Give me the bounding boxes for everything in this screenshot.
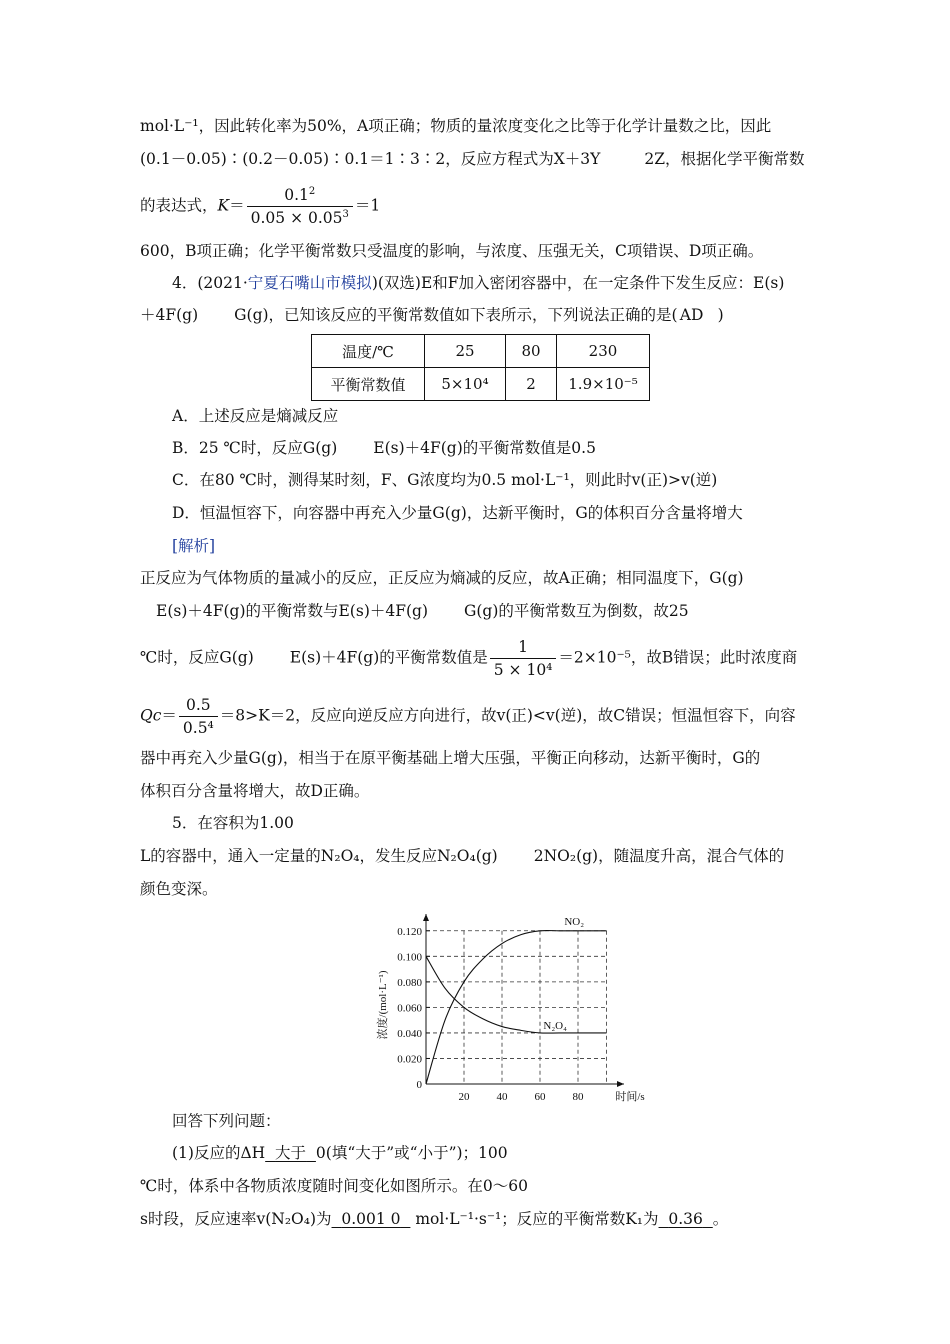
table-row: 温度/℃ 25 80 230	[312, 335, 650, 368]
analysis-fraction-1: $\frac{1}{\text{5 × 10⁴}}$	[490, 638, 557, 679]
q4-stem-line2: ＋4F(g) G(g)，已知该反应的平衡常数值如下表所示，下列说法正确的是( AD )	[140, 306, 724, 324]
answer-blank: 大于	[275, 1144, 307, 1162]
series-label-NO2: NO₂	[564, 915, 585, 928]
y-tick-label: 0.100	[397, 951, 422, 964]
sol3-k-expression: 的表达式，K＝ $\frac{0.1^2}{0.05 \times 0.05^3}$ ＝1	[140, 185, 381, 227]
q5-line3: 颜色变深。	[140, 880, 218, 898]
answer-blank: 0.001 0	[341, 1210, 401, 1228]
table-row: 平衡常数值 5×10⁴ 2 1.9×10⁻⁵	[312, 368, 650, 401]
q4-option-b: B．25 ℃时，反应G(g) E(s)＋4F(g)的平衡常数值是0.5	[172, 439, 596, 457]
x-axis-arrow	[617, 1081, 624, 1087]
analysis-tag[interactable]: [解析]	[172, 537, 216, 555]
sol3-line1: mol·L⁻¹，因此转化率为50%，A项正确；物质的量浓度变化之比等于化学计量数之比，因此	[140, 117, 772, 135]
x-axis-label: 时间/s	[615, 1091, 645, 1103]
q5-line2: L的容器中，通入一定量的N₂O₄，发生反应N₂O₄(g) 2NO₂(g)，随温度升高，混合气体的	[140, 847, 785, 865]
analysis-line3: ℃时，反应G(g) E(s)＋4F(g)的平衡常数值是 $\frac{1}{\text{5 × 10⁴}}$ ＝2×10⁻⁵，故B错误；此时浓度商	[140, 638, 798, 679]
q5-line1: 5．在容积为1.00	[172, 814, 294, 832]
q4-option-c: C．在80 ℃时，测得某时刻，F、G浓度均为0.5 mol·L⁻¹，则此时v(正)>v(逆)	[172, 471, 718, 489]
q4-stem-line1: 4．(2021·宁夏石嘴山市模拟)(双选)E和F加入密闭容器中，在一定条件下发生反应：E(s)	[172, 274, 785, 292]
y-tick-label: 0.060	[397, 1002, 422, 1015]
y-tick-label: 0.120	[397, 925, 422, 938]
series-line-N2O4	[426, 956, 607, 1033]
series-label-N2O4: N₂O₄	[543, 1019, 567, 1032]
q5-part1-line3: s时段，反应速率v(N₂O₄)为 0.001 0 mol·L⁻¹·s⁻¹；反应的平衡常数K₁为 0.36 。	[140, 1210, 729, 1228]
x-tick-label: 80	[572, 1091, 584, 1103]
source-link[interactable]: 宁夏石嘴山市模拟	[247, 274, 372, 292]
sol3-line2: (0.1－0.05)∶(0.2－0.05)∶0.1＝1∶3∶2，反应方程式为X＋3Y 2Z，根据化学平衡常数	[140, 150, 805, 168]
x-tick-label: 40	[496, 1091, 508, 1103]
y-axis-label: 浓度/(mol·L⁻¹)	[377, 970, 389, 1040]
analysis-line5: 器中再充入少量G(g)，相当于在原平衡基础上增大压强，平衡正向移动，达新平衡时，G的	[140, 749, 761, 767]
q5-part1-line1: (1)反应的ΔH 大于 0(填“大于”或“小于”)；100	[172, 1144, 508, 1162]
k-fraction: $\frac{0.1^2}{0.05 \times 0.05^3}$	[247, 186, 353, 227]
analysis-line1: 正反应为气体物质的量减小的反应，正反应为熵减的反应，故A正确；相同温度下，G(g)	[140, 569, 744, 587]
q5-prompt: 回答下列问题：	[172, 1112, 281, 1130]
x-tick-label: 20	[458, 1091, 470, 1103]
analysis-fraction-2: $\frac{0.5}{\text{0.5⁴}}$	[179, 696, 218, 737]
sol3-line4: 600，B项正确；化学平衡常数只受温度的影响，与浓度、压强无关，C项错误、D项正确。	[140, 242, 764, 260]
x-tick-label: 60	[534, 1091, 546, 1103]
y-tick-label: 0.020	[397, 1053, 422, 1066]
concentration-time-chart	[368, 906, 645, 1103]
y-tick-label: 0.080	[397, 976, 422, 989]
analysis-line6: 体积百分含量将增大，故D正确。	[140, 782, 370, 800]
analysis-line2: E(s)＋4F(g)的平衡常数与E(s)＋4F(g) G(g)的平衡常数互为倒数，故25	[156, 602, 689, 620]
q4-option-a: A．上述反应是熵减反应	[172, 407, 339, 425]
answer-blank: 0.36	[668, 1210, 703, 1228]
q4-answer: AD	[679, 306, 704, 324]
series-line-NO2	[426, 930, 607, 1084]
equilibrium-constant-table	[311, 334, 650, 401]
q5-part1-line2: ℃时，体系中各物质浓度随时间变化如图所示。在0～60	[140, 1177, 528, 1195]
analysis-line4: Qc＝ $\frac{0.5}{\text{0.5⁴}}$ ＝8>K＝2，反应向逆反应方向进行，故v(正)<v(逆)，故C错误；恒温恒容下，向容	[140, 696, 796, 737]
q4-option-d: D．恒温恒容下，向容器中再充入少量G(g)，达新平衡时，G的体积百分含量将增大	[172, 504, 743, 522]
y-tick-label: 0	[416, 1079, 422, 1091]
y-axis-arrow	[423, 914, 429, 921]
y-tick-label: 0.040	[397, 1027, 422, 1040]
